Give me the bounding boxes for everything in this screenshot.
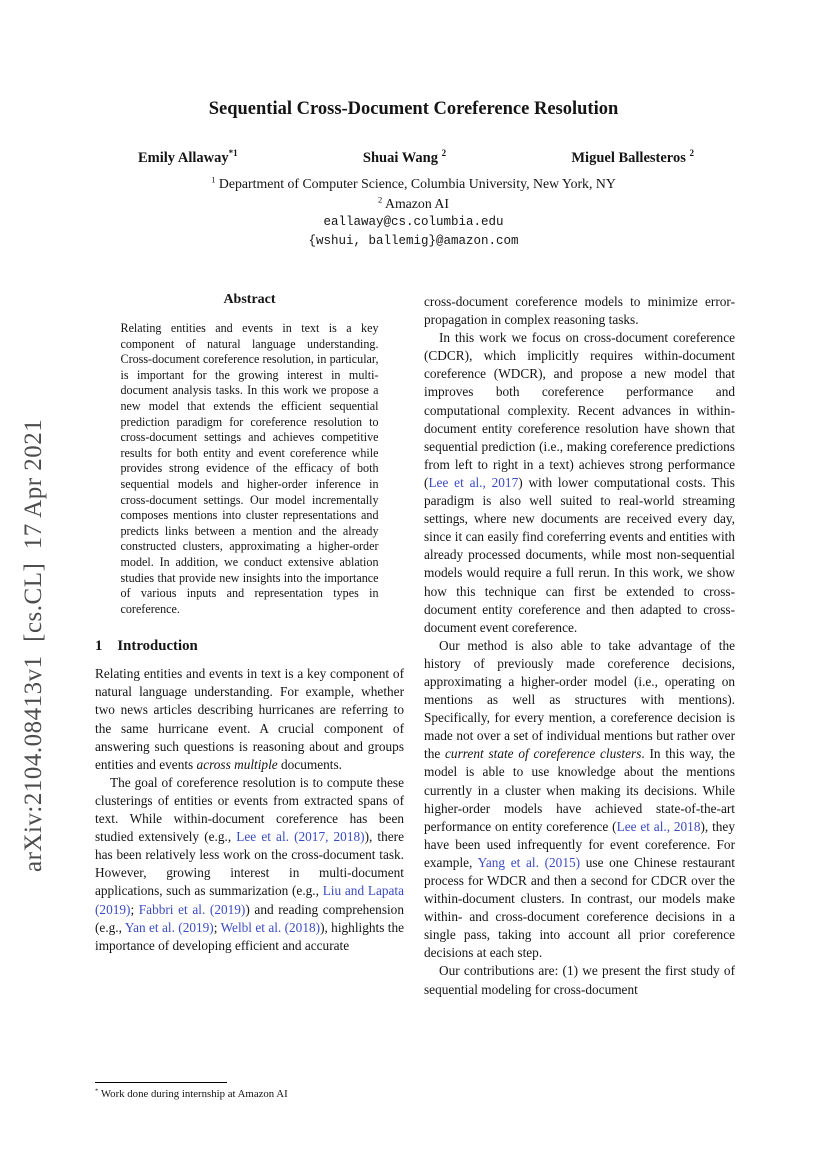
affiliation-line	[0, 176, 827, 192]
footnote-marker: *	[95, 1087, 99, 1095]
paragraph	[424, 329, 735, 637]
left-column	[95, 292, 404, 955]
author-name	[363, 150, 446, 167]
arxiv-watermark: arXiv:2104.08413v1 [cs.CL] 17 Apr 2021	[20, 418, 47, 872]
abstract-text: Relating entities and events in text is a key component of natural language understanding. Cross-document coreference resolution, in particular, is important for the growing interest in multi-document analysis tasks. In this work we propose a new model that extends the efficient sequential prediction paradigm for coreference resolution to cross-document settings and achieves competitive results for both entity and event coreference while provides strong evidence of the efficacy of both sequential models and higher-order inference in cross-document settings. Our model incrementally composes mentions into cluster representations and predicts links between a mention and the already constructed clusters, approximating a higher-order model. In addition, we conduct extensive ablation studies that provide new insights into the importance of various inputs and representation types in coreference.	[120, 321, 379, 616]
author-name-text: Emily Allaway	[138, 150, 229, 166]
author-name-text: Miguel Ballesteros	[571, 150, 686, 166]
text-run: In this work we focus on cross-document coreference (CDCR), which implicitly requires within-document coreference (WDCR), and propose a new model that improves both coreference performance and computational complexity. Recent advances in within-document entity coreference resolution have shown that sequential prediction (i.e., making coreference predictions from left to right in a text) achieves strong performance (	[424, 330, 735, 490]
footnote	[95, 1082, 404, 1101]
section-heading-introduction	[95, 638, 404, 655]
citation-link[interactable]: Lee et al., 2017	[428, 474, 519, 490]
affiliation-text: Department of Computer Science, Columbia University, New York, NY	[215, 176, 616, 191]
text-run: ;	[213, 919, 221, 935]
affiliation-line	[0, 196, 827, 212]
author-name-text: Shuai Wang	[362, 150, 438, 166]
text-run: use one Chinese restaurant process for WDCR and then a second for CDCR over the within-document clusters. In contrast, our models make within- and cross-document coreference decisions in a single pass, taking into account all prior coreference decisions at each step.	[424, 854, 735, 961]
text-run: Our method is also able to take advantage of the history of previously made coreference decisions, approximating a higher-order model (i.e., operating on mentions as well as structures with mentions). Specifically, for every mention, a coreference decision is made not over a set of individual mentions but rather over the	[424, 637, 735, 762]
citation-link[interactable]: Yang et al. (2015)	[477, 854, 581, 870]
paragraph	[424, 962, 735, 998]
right-column	[424, 293, 735, 999]
text-run: ) and reading comprehension (e.g.,	[95, 901, 404, 935]
abstract-heading: Abstract	[223, 292, 276, 307]
text-run: . In this way, the model is able to use knowledge about the mentions currently in a cluster when making its decisions. While higher-order models have achieved state-of-the-art performance on entity coreference (	[424, 746, 735, 834]
text-run: Our contributions are: (1) we present the first study of sequential modeling for cross-document	[424, 963, 735, 997]
paragraph	[424, 637, 735, 963]
email-line: {wshui, ballemig}@amazon.com	[308, 234, 519, 248]
text-run: ), highlights the importance of developing efficient and accurate	[95, 919, 404, 953]
text-run: cross-document coreference models to minimize error-propagation in complex reasoning tasks.	[424, 294, 735, 328]
footnote-text: Work done during internship at Amazon AI	[100, 1088, 288, 1100]
footnote-rule	[95, 1082, 227, 1083]
affiliation-mark: 2	[378, 194, 383, 205]
text-run: across multiple	[196, 756, 278, 772]
footnote-text-line	[95, 1088, 404, 1101]
affiliation-mark: 1	[211, 174, 216, 185]
abstract-block	[121, 292, 379, 617]
author-list	[138, 150, 694, 167]
paragraph	[95, 774, 404, 955]
text-run: Relating entities and events in text is a key component of natural language understanding. For example, whether two news articles describing hurricanes are referring to the same hurricane event. A crucial component of answering such questions is reasoning about and groups entities and events	[95, 666, 404, 772]
text-run: current state of coreference clusters	[445, 746, 642, 762]
email-line: eallaway@cs.columbia.edu	[323, 215, 504, 229]
paragraph	[424, 293, 735, 329]
text-run: The goal of coreference resolution is to compute these clusterings of entities or events from extracted spans of text. While within-document coreference has been studied extensively (e.g.,	[95, 774, 404, 845]
section-number: 1	[95, 638, 103, 655]
text-run: documents.	[277, 756, 342, 772]
text-run: ), there has been relatively less work on the cross-document task. However, growing interest in multi-document applications, such as summarization (e.g.,	[95, 829, 405, 899]
author-affil-mark: 2	[689, 148, 694, 159]
section-title: Introduction	[117, 638, 198, 655]
text-run: ), they have been used infrequently for event coreference. For example,	[424, 818, 735, 870]
citation-link[interactable]: Fabbri et al. (2019)	[138, 901, 246, 917]
affiliation-text: Amazon AI	[382, 196, 449, 211]
paragraph	[95, 665, 404, 774]
citation-link[interactable]: Yan et al. (2019)	[124, 919, 214, 935]
author-affil-mark: 2	[441, 148, 447, 159]
citation-link[interactable]: Liu and Lapata (2019)	[95, 883, 404, 917]
author-name	[138, 150, 238, 167]
author-affil-mark: *1	[228, 148, 238, 159]
citation-link[interactable]: Lee et al. (2017, 2018)	[236, 829, 365, 845]
text-run: ) with lower computational costs. This paradigm is also well suited to real-world streaming settings, where new documents are received every day, since it can easily find coreferring events and entities with already processed documents, while most non-sequential models would require a full rerun. In this work, we show how this technique can first be extended to cross-document entity coreference and then adapted to cross-document event coreference.	[424, 474, 735, 635]
author-name	[571, 150, 694, 167]
citation-link[interactable]: Welbl et al. (2018)	[220, 919, 321, 935]
text-run: ;	[130, 901, 139, 917]
citation-link[interactable]: Lee et al., 2018	[616, 818, 701, 834]
paper-title: Sequential Cross-Document Coreference Resolution	[208, 99, 619, 119]
